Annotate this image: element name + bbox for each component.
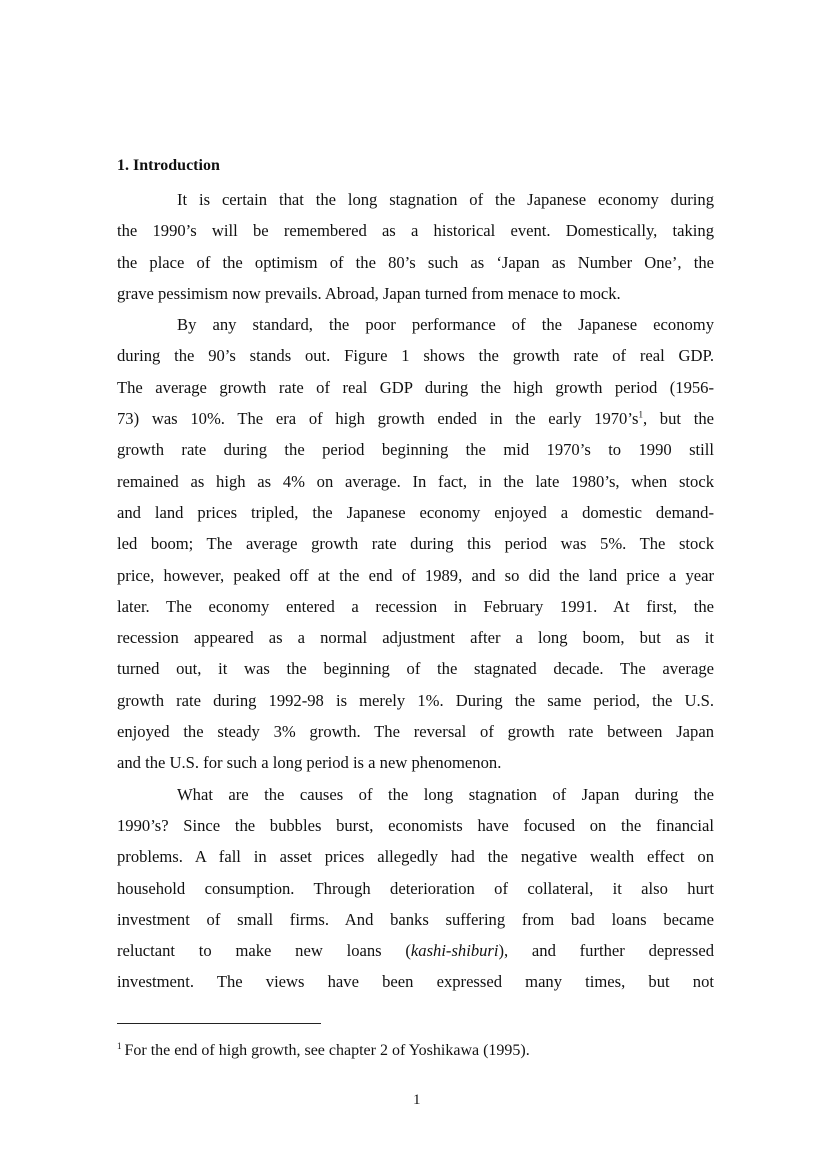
paragraph-2-line-13: growth rate during 1992-98 is merely 1%. During the same period, the U.S. [117,690,714,710]
footnote [117,1040,530,1062]
paragraph-2-line-7: and land prices tripled, the Japanese economy enjoyed a domestic demand- [117,502,714,522]
paragraph-3-line-1: What are the causes of the long stagnation of Japan during the [177,784,714,804]
paragraph-2-line-12: turned out, it was the beginning of the stagnated decade. The average [117,659,714,679]
paragraph-2-line-10: later. The economy entered a recession in February 1991. At first, the [117,596,714,616]
paragraph-2-line-4 [117,403,714,434]
body-text [117,184,714,998]
paragraph-2-line-14: enjoyed the steady 3% growth. The reversal of growth rate between Japan [117,722,714,742]
paragraph-2-line-2: during the 90’s stands out. Figure 1 shows the growth rate of real GDP. [117,346,714,366]
paragraph-2-line-6: remained as high as 4% on average. In fact, in the late 1980’s, when stock [117,471,714,491]
paragraph-2-line-4-text: 73) was 10%. The era of high growth ended in the early 1970’s [117,409,639,429]
paragraph-2-line-5: growth rate during the period beginning the mid 1970’s to 1990 still [117,440,714,460]
page-number: 1 [413,1092,421,1108]
paragraph-3-line-3: problems. A fall in asset prices allegedly had the negative wealth effect on [117,847,714,867]
footnote-text: For the end of high growth, see chapter 2 of Yoshikawa (1995). [124,1042,530,1059]
section-heading: 1. Introduction [117,157,220,174]
paragraph-3-line-2: 1990’s? Since the bubbles burst, economists have focused on the financial [117,815,714,835]
paragraph-2-line-15: and the U.S. for such a long period is a new phenomenon. [117,753,502,773]
footnote-marker: 1 [117,1040,122,1051]
paragraph-2-line-11: recession appeared as a normal adjustment after a long boom, but as it [117,628,714,648]
paragraph-3-line-4: household consumption. Through deterioration of collateral, it also hurt [117,878,714,898]
italic-term: kashi-shiburi [410,941,499,961]
paragraph-3-line-6-tail: ), and further depressed [498,941,714,961]
paragraph-2-line-9: price, however, peaked off at the end of 1989, and so did the land price a year [117,565,714,585]
footnote-reference[interactable]: 1 [638,409,643,420]
paragraph-3-line-6 [117,935,714,966]
paragraph-1-line-1: It is certain that the long stagnation of the Japanese economy during [177,190,714,209]
paragraph-3-line-5: investment of small firms. And banks suffering from bad loans became [117,909,714,929]
footnote-divider [117,1023,321,1024]
paragraph-2-line-4-tail: , but the [642,409,714,429]
paragraph-1-line-3: the place of the optimism of the 80’s such as ‘Japan as Number One’, the [117,252,714,272]
paragraph-3-line-7: investment. The views have been expressed many times, but not [117,972,714,992]
paragraph-2-line-8: led boom; The average growth rate during this period was 5%. The stock [117,534,714,554]
paragraph-3-line-6-text: reluctant to make new loans [117,941,406,961]
paragraph-2-line-1: By any standard, the poor performance of the Japanese economy [177,315,714,335]
paragraph-3-line-6-open: ( [405,941,411,961]
paragraph-1-line-2: the 1990’s will be remembered as a historical event. Domestically, taking [117,221,714,241]
paragraph-2-line-3: The average growth rate of real GDP during the high growth period (1956- [117,377,714,397]
paragraph-1-line-4: grave pessimism now prevails. Abroad, Japan turned from menace to mock. [117,283,621,303]
